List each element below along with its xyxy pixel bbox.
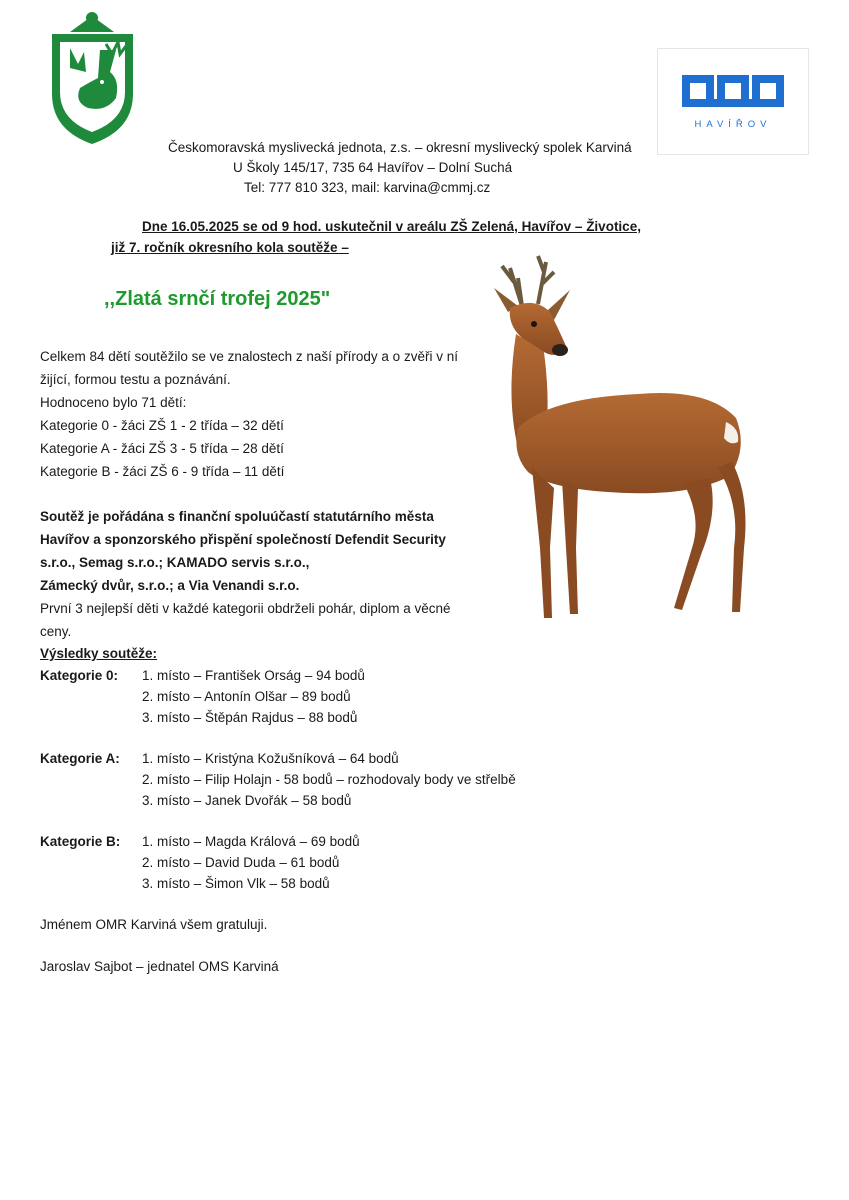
intro-line: Kategorie 0 - žáci ZŠ 1 - 2 třída – 32 dětí xyxy=(40,418,284,433)
event-line-1: Dne 16.05.2025 se od 9 hod. uskutečnil v areálu ZŠ Zelená, Havířov – Životice, xyxy=(142,219,641,234)
intro-line: Hodnoceno bylo 71 dětí: xyxy=(40,395,187,410)
org-name: Českomoravská myslivecká jednota, z.s. – okresní myslivecký spolek Karviná xyxy=(168,140,632,155)
category-b-results xyxy=(142,832,360,894)
org-address: U Školy 145/17, 735 64 Havířov – Dolní Suchá xyxy=(233,160,513,175)
cmmj-logo xyxy=(40,2,145,152)
intro-line: Kategorie A - žáci ZŠ 3 - 5 třída – 28 dětí xyxy=(40,441,284,456)
signature: Jaroslav Sajbot – jednatel OMS Karviná xyxy=(40,959,279,974)
result-item: 3. místo – Štěpán Rajdus – 88 bodů xyxy=(142,709,358,725)
category-0-results xyxy=(142,666,365,728)
result-item: 2. místo – Filip Holajn - 58 bodů – rozhodovaly body ve střelbě xyxy=(142,771,516,787)
category-b-label: Kategorie B: xyxy=(40,834,121,849)
result-item: 1. místo – Magda Králová – 69 bodů xyxy=(142,834,360,849)
intro-line: Kategorie B - žáci ZŠ 6 - 9 třída – 11 dětí xyxy=(40,464,285,479)
org-contact: Tel: 777 810 323, mail: karvina@cmmj.cz xyxy=(244,180,491,195)
event-line-2: již 7. ročník okresního kola soutěže – xyxy=(111,240,349,255)
sponsors-line: s.r.o., Semag s.r.o.; KAMADO servis s.r.o., xyxy=(40,555,310,570)
sponsors-line: Havířov a sponzorského přispění společností Defendit Security xyxy=(40,532,446,547)
sponsors-paragraph xyxy=(40,505,480,643)
cmmj-emblem-icon xyxy=(40,2,145,152)
prizes-line: ceny. xyxy=(40,624,72,639)
prizes-line: První 3 nejlepší děti v každé kategorii obdrželi pohár, diplom a věcné xyxy=(40,601,451,616)
result-item: 1. místo – Kristýna Kožušníková – 64 bodů xyxy=(142,751,399,766)
roe-deer-illustration xyxy=(488,248,778,628)
competition-title: ,,Zlatá srnčí trofej 2025" xyxy=(104,288,331,310)
deer-icon xyxy=(488,248,778,628)
intro-line: Celkem 84 dětí soutěžilo se ve znalostech z naší přírody a o zvěři v ní xyxy=(40,349,458,364)
result-item: 3. místo – Šimon Vlk – 58 bodů xyxy=(142,875,330,891)
congratulations: Jménem OMR Karviná všem gratuluji. xyxy=(40,917,268,932)
intro-paragraph xyxy=(40,345,480,483)
sponsors-line: Soutěž je pořádána s finanční spoluúčastí statutárního města xyxy=(40,509,434,524)
result-item: 2. místo – David Duda – 61 bodů xyxy=(142,854,340,870)
category-a-label: Kategorie A: xyxy=(40,751,120,766)
category-a-results xyxy=(142,749,516,811)
havirov-logo-text: HAVÍŘOV xyxy=(694,119,772,130)
result-item: 3. místo – Janek Dvořák – 58 bodů xyxy=(142,792,352,808)
havirov-logo xyxy=(657,48,809,155)
sponsors-line: Zámecký dvůr, s.r.o.; a Via Venandi s.r.o. xyxy=(40,578,300,593)
havirov-emblem-icon xyxy=(658,49,808,119)
category-0-label: Kategorie 0: xyxy=(40,668,119,683)
result-item: 2. místo – Antonín Olšar – 89 bodů xyxy=(142,688,351,704)
results-heading: Výsledky soutěže: xyxy=(40,646,158,661)
result-item: 1. místo – František Orság – 94 bodů xyxy=(142,668,365,683)
intro-line: žijící, formou testu a poznávání. xyxy=(40,372,231,387)
